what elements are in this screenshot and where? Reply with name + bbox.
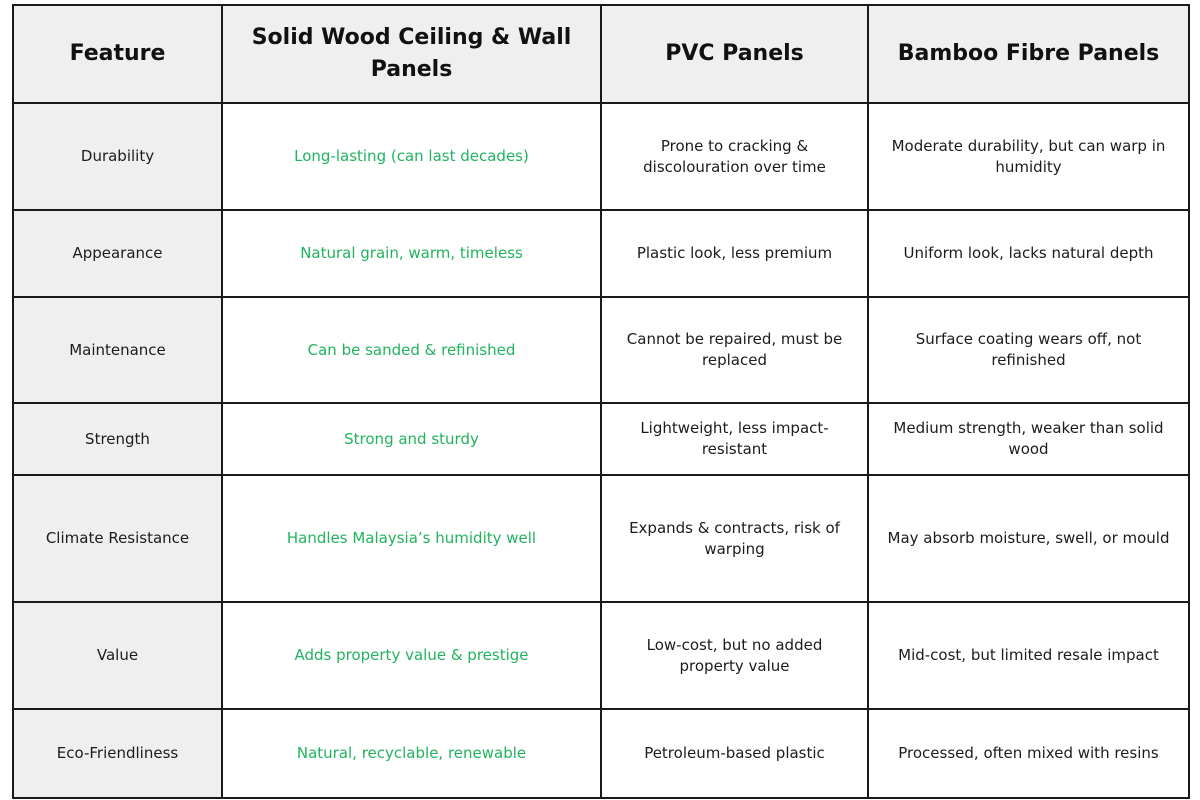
pvc-cell: Cannot be repaired, must be replaced: [601, 297, 868, 403]
bamboo-cell: Mid-cost, but limited resale impact: [868, 602, 1189, 709]
table-row: [13, 709, 1189, 798]
solid-wood-cell: Can be sanded & refinished: [222, 297, 601, 403]
pvc-cell: Low-cost, but no added property value: [601, 602, 868, 709]
table-row: [13, 475, 1189, 602]
header-row: [13, 5, 1189, 103]
header-pvc: PVC Panels: [601, 5, 868, 103]
pvc-cell: Lightweight, less impact-resistant: [601, 403, 868, 475]
table-row: [13, 103, 1189, 210]
solid-wood-cell: Adds property value & prestige: [222, 602, 601, 709]
feature-cell: Durability: [13, 103, 222, 210]
feature-cell: Eco-Friendliness: [13, 709, 222, 798]
pvc-cell: Expands & contracts, risk of warping: [601, 475, 868, 602]
table-body: [13, 103, 1189, 798]
bamboo-cell: Uniform look, lacks natural depth: [868, 210, 1189, 297]
bamboo-cell: Moderate durability, but can warp in humidity: [868, 103, 1189, 210]
pvc-cell: Plastic look, less premium: [601, 210, 868, 297]
header-bamboo: Bamboo Fibre Panels: [868, 5, 1189, 103]
feature-cell: Climate Resistance: [13, 475, 222, 602]
solid-wood-cell: Natural, recyclable, renewable: [222, 709, 601, 798]
bamboo-cell: May absorb moisture, swell, or mould: [868, 475, 1189, 602]
pvc-cell: Prone to cracking & discolouration over time: [601, 103, 868, 210]
feature-cell: Strength: [13, 403, 222, 475]
feature-cell: Maintenance: [13, 297, 222, 403]
solid-wood-cell: Handles Malaysia’s humidity well: [222, 475, 601, 602]
table-row: [13, 602, 1189, 709]
table-row: [13, 403, 1189, 475]
feature-cell: Value: [13, 602, 222, 709]
solid-wood-cell: Natural grain, warm, timeless: [222, 210, 601, 297]
bamboo-cell: Processed, often mixed with resins: [868, 709, 1189, 798]
solid-wood-cell: Strong and sturdy: [222, 403, 601, 475]
bamboo-cell: Medium strength, weaker than solid wood: [868, 403, 1189, 475]
feature-cell: Appearance: [13, 210, 222, 297]
comparison-table: [12, 4, 1190, 799]
table-row: [13, 297, 1189, 403]
table-row: [13, 210, 1189, 297]
solid-wood-cell: Long-lasting (can last decades): [222, 103, 601, 210]
header-feature: Feature: [13, 5, 222, 103]
header-solid-wood: Solid Wood Ceiling & Wall Panels: [222, 5, 601, 103]
table-header: [13, 5, 1189, 103]
pvc-cell: Petroleum-based plastic: [601, 709, 868, 798]
bamboo-cell: Surface coating wears off, not refinished: [868, 297, 1189, 403]
